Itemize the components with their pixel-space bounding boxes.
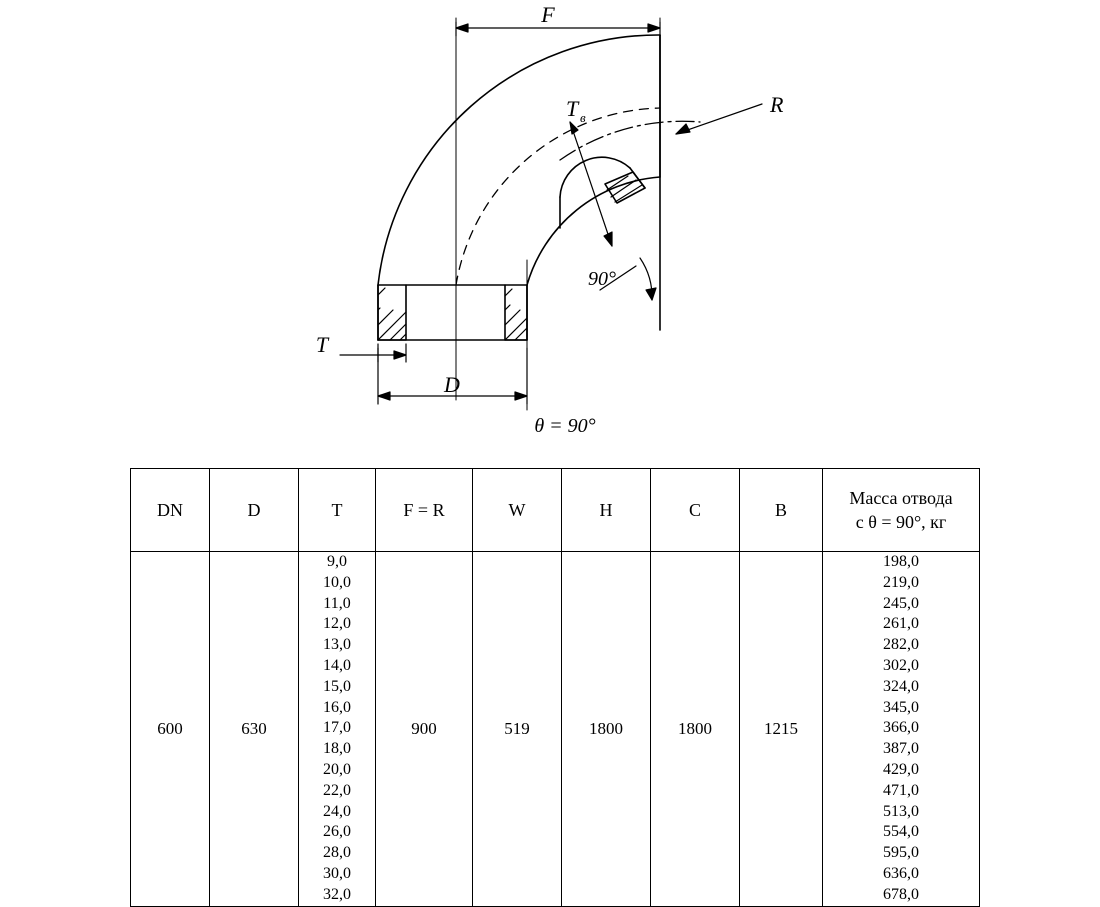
mass-value: 198,0 — [883, 553, 919, 570]
t-value: 22,0 — [323, 781, 351, 799]
header-f-r: F = R — [376, 469, 473, 552]
spec-table-header-row — [131, 469, 980, 552]
mass-value: 513,0 — [883, 802, 919, 820]
mass-value: 282,0 — [883, 636, 919, 654]
t-value: 26,0 — [323, 823, 351, 841]
t-value: 15,0 — [323, 677, 351, 695]
mass-value: 387,0 — [883, 740, 919, 758]
t-value: 14,0 — [323, 656, 351, 674]
label-angle-90: 90° — [588, 268, 616, 290]
mass-value: 678,0 — [883, 885, 919, 903]
label-t: T — [315, 332, 329, 357]
label-f: F — [541, 2, 555, 27]
cell-mass-list — [823, 552, 980, 907]
hatch-section — [605, 172, 645, 203]
mass-value: 471,0 — [883, 781, 919, 799]
cell-d: 630 — [210, 552, 299, 907]
mass-value: 595,0 — [883, 844, 919, 862]
mass-value: 345,0 — [883, 698, 919, 716]
t-value: 18,0 — [323, 740, 351, 758]
label-theta: θ = 90° — [534, 415, 596, 437]
mass-value: 219,0 — [883, 573, 919, 591]
mass-value: 429,0 — [883, 760, 919, 778]
label-t-v: T — [566, 96, 579, 121]
label-d: D — [444, 372, 460, 397]
mass-value: 302,0 — [883, 656, 919, 674]
t-value: 28,0 — [323, 844, 351, 862]
cell-c: 1800 — [651, 552, 740, 907]
cell-h: 1800 — [562, 552, 651, 907]
header-b: B — [740, 469, 823, 552]
leader-r — [676, 104, 762, 134]
header-t: T — [299, 469, 376, 552]
hatch-lower-left — [378, 285, 406, 340]
spec-table-wrapper — [130, 468, 970, 907]
table-row — [131, 552, 980, 907]
cell-f-r: 900 — [376, 552, 473, 907]
axis-lines — [456, 28, 527, 400]
mass-value: 324,0 — [883, 677, 919, 695]
label-t-v-subscript: в — [580, 110, 586, 125]
header-d: D — [210, 469, 299, 552]
spec-table-body — [131, 552, 980, 907]
cell-t-list — [299, 552, 376, 907]
mass-value: 245,0 — [883, 594, 919, 612]
t-value: 32,0 — [323, 885, 351, 903]
t-values-stack — [299, 552, 375, 906]
mass-value: 636,0 — [883, 864, 919, 882]
cell-b: 1215 — [740, 552, 823, 907]
cell-w: 519 — [473, 552, 562, 907]
header-dn: DN — [131, 469, 210, 552]
spec-table — [130, 468, 980, 907]
t-value: 16,0 — [323, 698, 351, 716]
header-mass-line1: Масса отвода — [849, 487, 953, 508]
header-mass — [823, 469, 980, 552]
header-w: W — [473, 469, 562, 552]
mass-value: 261,0 — [883, 615, 919, 633]
mass-value: 366,0 — [883, 719, 919, 737]
t-value: 24,0 — [323, 802, 351, 820]
t-value: 30,0 — [323, 864, 351, 882]
t-value: 13,0 — [323, 636, 351, 654]
dimension-f-extension — [456, 18, 660, 290]
t-value: 10,0 — [323, 573, 351, 591]
t-value: 17,0 — [323, 719, 351, 737]
header-mass-line2: с θ = 90°, кг — [855, 512, 947, 532]
mass-values-stack — [823, 552, 979, 906]
cell-dn: 600 — [131, 552, 210, 907]
t-value: 12,0 — [323, 615, 351, 633]
mass-value: 554,0 — [883, 823, 919, 841]
spec-table-head — [131, 469, 980, 552]
dimension-f — [456, 22, 660, 36]
hatch-lower-right — [505, 285, 527, 340]
dimension-t — [340, 344, 406, 362]
t-value: 9,0 — [327, 553, 347, 570]
t-value: 20,0 — [323, 760, 351, 778]
label-r: R — [770, 92, 784, 117]
t-value: 11,0 — [323, 594, 351, 612]
header-h: H — [562, 469, 651, 552]
header-c: C — [651, 469, 740, 552]
